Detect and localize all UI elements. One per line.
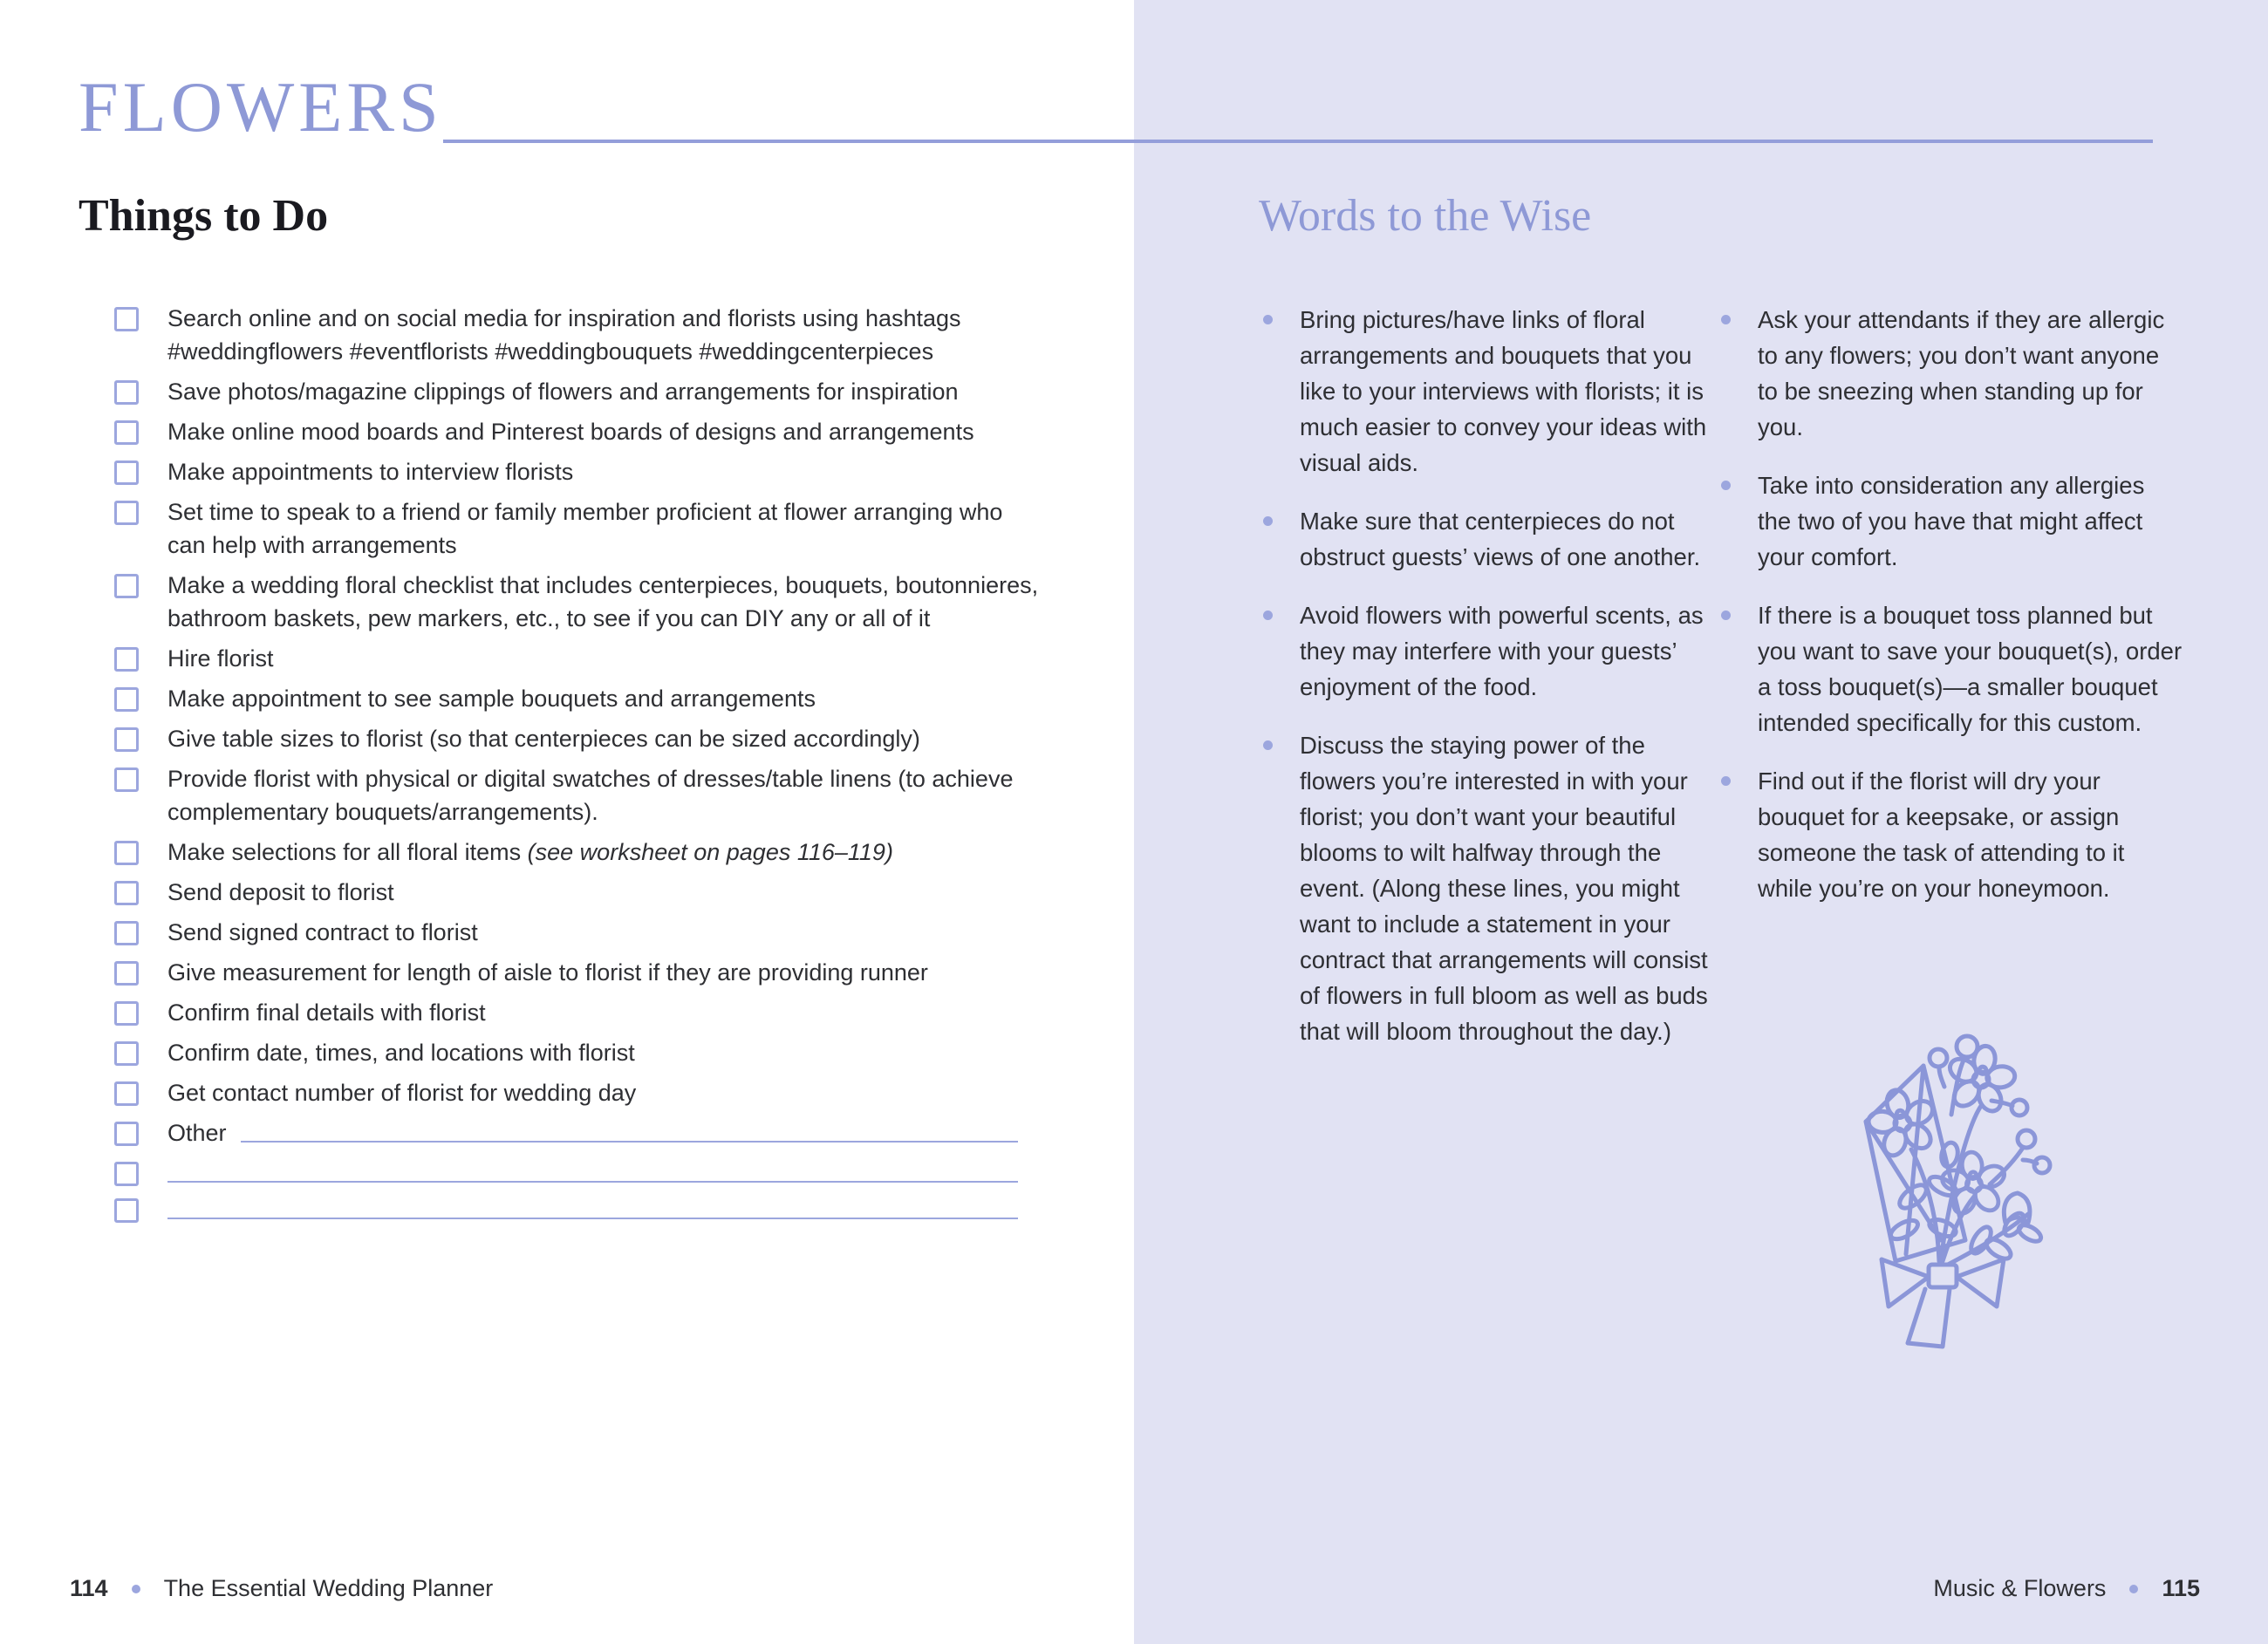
checklist-item [114,375,1039,408]
checklist-item-text: Set time to speak to a friend or family member proficient at flower arranging who can help with arrangements [167,499,1003,558]
checklist-item [114,302,1039,368]
checkbox-icon[interactable] [114,1041,139,1066]
page-number-left: 114 [70,1575,108,1601]
tips-column-2 [1721,302,2183,929]
checklist-item-text: Search online and on social media for inspiration and florists using hashtags #weddingflowers #eventflorists #weddingbouquets #weddingcenterpieces [167,305,961,365]
chapter-title: FLOWERS [79,67,443,147]
checklist-item [114,1076,1039,1109]
checklist-item [114,569,1039,635]
tip-item [1721,302,2183,445]
tip-item [1721,597,2183,740]
checkbox-icon[interactable] [114,460,139,485]
checklist-item [114,1193,1039,1223]
write-in-line[interactable] [241,1116,1018,1143]
checkbox-icon[interactable] [114,1001,139,1026]
checklist-item-text: Save photos/magazine clippings of flowers and arrangements for inspiration [167,379,959,405]
checklist-item-text: Confirm date, times, and locations with florist [167,1040,635,1066]
bullet-dot-icon [1263,740,1273,750]
checklist-item [114,836,1039,869]
checklist-item [114,642,1039,675]
checkbox-icon[interactable] [114,307,139,331]
words-to-the-wise-heading: Words to the Wise [1259,191,1592,241]
checklist-item-text: Confirm final details with florist [167,999,486,1026]
checkbox-icon[interactable] [114,1162,139,1186]
checklist-item [114,1156,1039,1186]
checkbox-icon[interactable] [114,881,139,905]
checklist-item [114,762,1039,829]
checklist-item-text: Make selections for all floral items (see worksheet on pages 116–119) [167,839,893,865]
section-title: Music & Flowers [1933,1575,2107,1601]
checklist-item [114,495,1039,562]
checklist-item-text: Make appointments to interview florists [167,459,574,485]
checklist-item [114,876,1039,909]
tips-column-1 [1263,302,1712,1072]
checkbox-icon[interactable] [114,501,139,525]
tip-item [1721,763,2183,906]
checkbox-icon[interactable] [114,921,139,945]
checkbox-icon[interactable] [114,727,139,752]
checklist-item [114,1036,1039,1069]
checklist-item [114,1116,1039,1149]
checklist-item-text [167,1156,1018,1183]
checklist-item-text: Make online mood boards and Pinterest boards of designs and arrangements [167,419,974,445]
tip-item [1721,467,2183,575]
bullet-dot-icon [1263,315,1273,324]
checkbox-icon[interactable] [114,647,139,672]
title-rule-line [443,140,2153,143]
checklist-item-text: Make appointment to see sample bouquets and arrangements [167,686,816,712]
tip-item [1263,727,1712,1049]
tip-text: Ask your attendants if they are allergic to any flowers; you don’t want anyone to be sneezing when standing up for you. [1758,306,2165,440]
bullet-dot-icon [1721,776,1731,786]
checklist-item-text: Provide florist with physical or digital swatches of dresses/table linens (to achieve complementary bouquets/arrangements). [167,766,1014,825]
tip-text: Find out if the florist will dry your bouquet for a keepsake, or assign someone the task of attending to it while you’re on your honeymoon. [1758,767,2125,902]
checklist-item-text: Hire florist [167,645,274,672]
checklist-item [114,415,1039,448]
bullet-dot-icon [1263,611,1273,620]
book-title: The Essential Wedding Planner [163,1575,494,1601]
bouquet-illustration [1810,977,2054,1352]
tip-item [1263,597,1712,705]
bullet-dot-icon [1721,315,1731,324]
tip-text: Discuss the staying power of the flowers you’re interested in with your florist; you don’t want your beautiful blooms to wilt halfway through the event. (Along these lines, you might want to include a statement in your contract that arrangements will consist of flowers in full bloom as well as buds that will bloom throughout the day.) [1300,732,1708,1045]
checklist [114,302,1039,1230]
checklist-item [114,996,1039,1029]
checklist-item [114,916,1039,949]
page-number-right: 115 [2162,1575,2200,1601]
checklist-item-text: Get contact number of florist for wedding day [167,1080,637,1106]
checklist-item [114,455,1039,488]
checklist-item-text: Give table sizes to florist (so that centerpieces can be sized accordingly) [167,726,920,752]
checkbox-icon[interactable] [114,961,139,986]
tip-text: Take into consideration any allergies the two of you have that might affect your comfort. [1758,472,2145,570]
footer-dot-icon [2129,1585,2138,1593]
footer-right [1933,1575,2200,1602]
checkbox-icon[interactable] [114,380,139,405]
checkbox-icon[interactable] [114,687,139,712]
footer-left [70,1575,493,1602]
checkbox-icon[interactable] [114,1122,139,1146]
checklist-item [114,682,1039,715]
checklist-item-text: Make a wedding floral checklist that includes centerpieces, bouquets, boutonnieres, bathroom baskets, pew markers, etc., to see if you can DIY any or all of it [167,572,1039,631]
checkbox-icon[interactable] [114,841,139,865]
tip-item [1263,302,1712,481]
checklist-item-text: Send signed contract to florist [167,919,478,945]
checklist-item-text: Give measurement for length of aisle to florist if they are providing runner [167,959,928,986]
bullet-dot-icon [1263,516,1273,526]
tip-item [1263,503,1712,575]
bullet-dot-icon [1721,611,1731,620]
write-in-line[interactable] [167,1156,1018,1183]
checklist-item-text [167,1193,1018,1219]
checklist-item [114,722,1039,755]
checkbox-icon[interactable] [114,767,139,792]
checkbox-icon[interactable] [114,420,139,445]
things-to-do-heading: Things to Do [79,191,329,241]
checklist-item-text: Send deposit to florist [167,879,394,905]
tip-text: Bring pictures/have links of floral arrangements and bouquets that you like to your interviews with florists; it is much easier to convey your ideas with visual aids. [1300,306,1707,476]
write-in-line[interactable] [167,1193,1018,1219]
checklist-item [114,956,1039,989]
bullet-dot-icon [1721,481,1731,490]
tip-text: Avoid flowers with powerful scents, as they may interfere with your guests’ enjoyment of the food. [1300,602,1704,700]
checklist-item-text: Other [167,1116,1018,1149]
tip-text: If there is a bouquet toss planned but you want to save your bouquet(s), order a toss bouquet(s)—a smaller bouquet intended specifically for this custom. [1758,602,2183,736]
footer-dot-icon [132,1585,140,1593]
checkbox-icon[interactable] [114,1198,139,1223]
checkbox-icon[interactable] [114,1081,139,1106]
checkbox-icon[interactable] [114,574,139,598]
tip-text: Make sure that centerpieces do not obstruct guests’ views of one another. [1300,508,1701,570]
